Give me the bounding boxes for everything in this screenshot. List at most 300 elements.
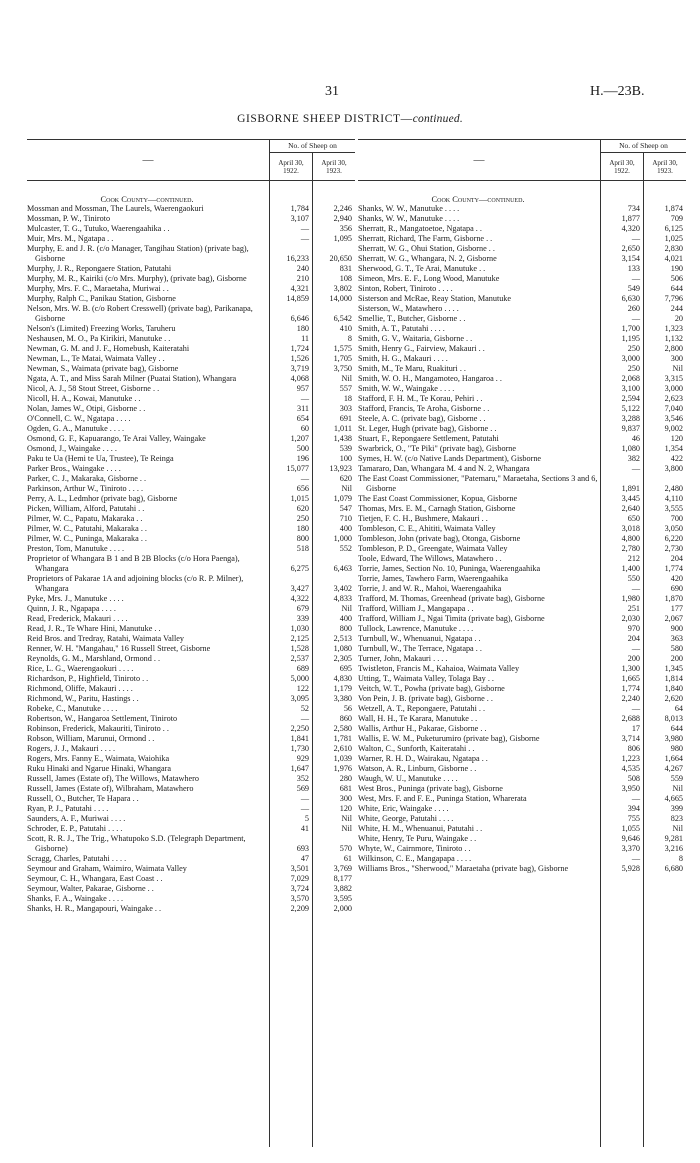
sheep-1922: 1,030 — [290, 624, 309, 633]
table-row — [358, 624, 686, 634]
owner-name: Perry, A. L., Ledmhor (private bag), Gisborne — [27, 494, 178, 503]
owner-name: Pilmer, W. C., Papatu, Makaraka . . — [27, 514, 143, 523]
owner-name: Walton, C., Sunforth, Kaiteratahi . . — [358, 744, 475, 753]
sheep-1923: 6,463 — [333, 564, 352, 573]
sheep-1922: 210 — [296, 274, 309, 283]
table-row — [358, 824, 686, 834]
table-row — [358, 354, 686, 364]
sheep-1923: 20 — [674, 314, 683, 323]
owner-name: Toole, Edward, The Willows, Matawhero . . — [358, 554, 502, 563]
sheep-1922: 3,501 — [290, 864, 309, 873]
owner-name: Smellie, T., Butcher, Gisborne . . — [358, 314, 466, 323]
sheep-1922: 212 — [627, 554, 640, 563]
owner-name: Reynolds, G. M., Marshland, Ormond . . — [27, 654, 161, 663]
table-row — [358, 754, 686, 764]
table-row — [358, 744, 686, 754]
owner-name: Robson, William, Marunui, Ormond . . — [27, 734, 155, 743]
table-row — [27, 464, 355, 474]
sheep-1922: 3,107 — [290, 214, 309, 223]
sheep-1923: 691 — [339, 414, 352, 423]
owner-name: Russell, O., Butcher, Te Hapara . . — [27, 794, 139, 803]
sheep-1922: 1,195 — [621, 334, 640, 343]
sheep-1922: 2,650 — [621, 244, 640, 253]
sheep-1922: 260 — [627, 304, 640, 313]
table-row — [358, 844, 686, 854]
table-row — [358, 724, 686, 734]
table-row — [358, 304, 686, 314]
table-header — [358, 139, 686, 181]
sheep-1923: 7,040 — [664, 404, 683, 413]
sheep-1922: 1,724 — [290, 344, 309, 353]
table-row — [358, 664, 686, 674]
table-row — [358, 444, 686, 454]
table-row — [27, 684, 355, 694]
owner-name: Steele, A. C. (private bag), Gisborne . . — [358, 414, 486, 423]
table-row — [358, 704, 686, 714]
sheep-1922: 2,209 — [290, 904, 309, 913]
sheep-1922: 549 — [627, 284, 640, 293]
table-row — [358, 544, 686, 554]
owner-name: West, Mrs. F. and F. E., Puninga Station, Wharerata — [358, 794, 527, 803]
sheep-1922: 970 — [627, 624, 640, 633]
sheep-1922: 3,370 — [621, 844, 640, 853]
table-header — [27, 139, 355, 181]
sheep-1923: 300 — [670, 354, 683, 363]
sheep-1923: 399 — [670, 804, 683, 813]
sheep-1922: 1,526 — [290, 354, 309, 363]
sheep-1923: 2,830 — [664, 244, 683, 253]
table-row — [27, 214, 355, 224]
sheep-1923: 3,380 — [333, 694, 352, 703]
owner-name: Tombleson, John (private bag), Otonga, Gisborne — [358, 534, 521, 543]
sheep-1923: 2,000 — [333, 904, 352, 913]
sheep-1922: 1,300 — [621, 664, 640, 673]
sheep-1923: 3,402 — [333, 584, 352, 593]
sheep-1922: 1,055 — [621, 824, 640, 833]
sheep-1923: Nil — [341, 484, 352, 493]
table-row — [27, 764, 355, 774]
sheep-1922: 620 — [296, 504, 309, 513]
table-row — [358, 494, 686, 504]
sheep-1922: 500 — [296, 444, 309, 453]
owner-name: Cook County—continued. — [431, 194, 525, 204]
owner-name: Stafford, Francis, Te Aroha, Gisborne . . — [358, 404, 490, 413]
table-row — [27, 834, 355, 854]
page-title — [0, 113, 700, 125]
sheep-1922: 3,570 — [290, 894, 309, 903]
sheep-1923: 1,840 — [664, 684, 683, 693]
sheep-1923: 4,665 — [664, 794, 683, 803]
table-row — [358, 214, 686, 224]
sheep-1922: 1,774 — [621, 684, 640, 693]
table-row — [27, 294, 355, 304]
owner-name: Trafford, William J., Ngai Timita (private bag), Gisborne — [358, 614, 545, 623]
sheep-1922: 4,800 — [621, 534, 640, 543]
table-row — [358, 794, 686, 804]
sheep-1922: 650 — [627, 514, 640, 523]
sheep-1922: — — [631, 274, 640, 283]
owner-name: Ryan, P. J., Patutahi . . . . — [27, 804, 109, 813]
owner-name: Nelson, Mrs. W. B. (c/o Robert Cresswell) (private bag), Parikanapa, Gisborne — [27, 304, 253, 323]
sheep-1923: 3,750 — [333, 364, 352, 373]
sheep-1922: 250 — [627, 344, 640, 353]
owner-name: Sherratt, W. G., Whangara, N. 2, Gisborne — [358, 254, 497, 263]
owner-name: Waugh, W. U., Manutuke . . . . — [358, 774, 458, 783]
table-row — [27, 784, 355, 794]
county-heading — [27, 184, 355, 204]
owner-name: Wallis, E. W. M., Puketurumiro (private bag), Gisborne — [358, 734, 540, 743]
table-row — [358, 764, 686, 774]
table-row — [27, 374, 355, 384]
owner-name: Watson, A. R., Linburn, Gisborne . . — [358, 764, 477, 773]
sheep-1922: 1,080 — [621, 444, 640, 453]
owner-name: Read, Frederick, Makauri . . . . — [27, 614, 128, 623]
sheep-1923: 570 — [339, 844, 352, 853]
sheep-1923: 14,000 — [329, 294, 352, 303]
owner-name: Richardson, P., Highfield, Tiniroto . . — [27, 674, 149, 683]
owner-name: West Bros., Puninga (private bag), Gisborne — [358, 784, 503, 793]
table-row — [27, 204, 355, 214]
sheep-1922: 4,321 — [290, 284, 309, 293]
sheep-1922: 1,207 — [290, 434, 309, 443]
sheep-1922: 656 — [296, 484, 309, 493]
sheep-1923: 506 — [670, 274, 683, 283]
table-row — [358, 404, 686, 414]
table-row — [358, 574, 686, 584]
owner-name: Robinson, Frederick, Makauriti, Tiniroto . . — [27, 724, 169, 733]
sheep-1922: 9,837 — [621, 424, 640, 433]
sheep-1923: 557 — [339, 384, 352, 393]
table-row — [27, 424, 355, 434]
sheep-1922: 339 — [296, 614, 309, 623]
owner-name: Sherratt, R., Mangatoetoe, Ngatapa . . — [358, 224, 482, 233]
sheep-1923: 1,874 — [664, 204, 683, 213]
owner-name: Read, J. R., Te Whare Hini, Manutuke . . — [27, 624, 161, 633]
owner-name: Proprietor of Whangara B 1 and B 2B Blocks (c/o Hora Paenga), Whangara — [27, 554, 240, 573]
table-row — [27, 404, 355, 414]
owner-name: Seymour, C. H., Whangara, East Coast . . — [27, 874, 163, 883]
sheep-1923: 3,546 — [664, 414, 683, 423]
sheep-1923: 710 — [339, 514, 352, 523]
table-row — [27, 754, 355, 764]
sheep-1923: 2,623 — [664, 394, 683, 403]
county-heading — [358, 184, 686, 204]
table-row — [358, 654, 686, 664]
sheep-1923: 644 — [670, 724, 683, 733]
sheep-1923: 1,438 — [333, 434, 352, 443]
sheep-1923: 200 — [670, 654, 683, 663]
owner-name: Mossman and Mossman, The Laurels, Waerengaokuri — [27, 204, 204, 213]
owner-name: Richmond, W., Paritu, Hastings . . — [27, 694, 139, 703]
sheep-1923: 2,730 — [664, 544, 683, 553]
table-row — [27, 504, 355, 514]
sheep-1923: Nil — [672, 824, 683, 833]
sheep-1922: 518 — [296, 544, 309, 553]
sheep-1922: 14,859 — [286, 294, 309, 303]
sheep-1922: 2,125 — [290, 634, 309, 643]
sheep-1923: 800 — [339, 624, 352, 633]
table-row — [27, 884, 355, 894]
sheep-1922: 122 — [296, 684, 309, 693]
owner-name: Stuart, F., Repongaere Settlement, Patutahi — [358, 434, 499, 443]
sheep-1922: 16,233 — [286, 254, 309, 263]
table-row — [358, 674, 686, 684]
owner-name: Rogers, J. J., Makauri . . . . — [27, 744, 116, 753]
table-row — [358, 274, 686, 284]
sheep-1923: 18 — [343, 394, 352, 403]
table-row — [27, 304, 355, 324]
sheep-1922: 17 — [631, 724, 640, 733]
sheep-1923: 2,067 — [664, 614, 683, 623]
owner-name: Cook County—continued. — [100, 194, 194, 204]
table-row — [27, 744, 355, 754]
owner-name: Renner, W. H. "Mangahau," 16 Russell Street, Gisborne — [27, 644, 211, 653]
sheep-1923: 2,513 — [333, 634, 352, 643]
table-row — [358, 504, 686, 514]
sheep-1923: Nil — [341, 824, 352, 833]
owner-name: Saunders, A. F., Muriwai . . . . — [27, 814, 126, 823]
table-row — [358, 264, 686, 274]
table-row — [27, 854, 355, 864]
owner-name: Sisterson and McRae, Reay Station, Manutuke — [358, 294, 512, 303]
table-row — [27, 394, 355, 404]
table-row — [358, 234, 686, 244]
owner-name: Smith, A. T., Patutahi . . . . — [358, 324, 445, 333]
owner-name: Williams Bros., "Sherwood," Maraetaha (private bag), Gisborne — [358, 864, 569, 873]
sheep-1923: 1,976 — [333, 764, 352, 773]
group-label: No. of Sheep on — [270, 140, 355, 153]
table-row — [27, 724, 355, 734]
sheep-1923: 3,802 — [333, 284, 352, 293]
sheep-1922: 800 — [296, 534, 309, 543]
table-row — [27, 574, 355, 594]
table-row — [358, 804, 686, 814]
sheep-1923: 2,480 — [664, 484, 683, 493]
owner-name: White, Henry, Te Puru, Waingake . . — [358, 834, 477, 843]
owner-name: Nolan, James W., Otipi, Gisborne . . — [27, 404, 146, 413]
owner-name: Schroder, E. P., Patutahi . . . . — [27, 824, 123, 833]
left-rows — [27, 184, 355, 1147]
sheep-1922: 204 — [627, 634, 640, 643]
sheep-1923: 61 — [343, 854, 352, 863]
sheep-1923: 280 — [339, 774, 352, 783]
sheep-1923: 120 — [339, 804, 352, 813]
right-column — [358, 139, 686, 1147]
table-row — [358, 834, 686, 844]
sheep-1923: 1,354 — [664, 444, 683, 453]
table-row — [27, 604, 355, 614]
table-row — [27, 594, 355, 604]
owner-name: Scott, R. R. J., The Trig., Whatupoko S.D. (Telegraph Department, Gisborne) — [27, 834, 246, 853]
table-row — [27, 414, 355, 424]
sheep-1922: 1,665 — [621, 674, 640, 683]
table-row — [27, 894, 355, 904]
table-row — [27, 444, 355, 454]
owner-name: St. Leger, Hugh (private bag), Gisborne . . — [358, 424, 497, 433]
table-row — [358, 454, 686, 464]
sheep-1922: 4,535 — [621, 764, 640, 773]
sheep-1923: 300 — [339, 794, 352, 803]
table-row — [27, 384, 355, 394]
sheep-1923: Nil — [341, 814, 352, 823]
col-1923-header: April 30, 1923. — [312, 153, 355, 180]
sheep-1923: 2,246 — [333, 204, 352, 213]
sheep-1923: 363 — [670, 634, 683, 643]
sheep-1922: 6,630 — [621, 294, 640, 303]
owner-name: Tietjen, F. C. H., Bushmere, Makauri . . — [358, 514, 488, 523]
table-row — [358, 374, 686, 384]
sheep-1923: 177 — [670, 604, 683, 613]
owner-name: Ruku Hinaki and Ngarue Hinaki, Whangara — [27, 764, 171, 773]
table-row — [27, 354, 355, 364]
owner-name: Simeon, Mrs. E. F., Long Wood, Manutuke — [358, 274, 500, 283]
owner-name: O'Connell, C. W., Ngatapa . . . . — [27, 414, 131, 423]
sheep-1922: 693 — [296, 844, 309, 853]
table-row — [27, 544, 355, 554]
group-label: No. of Sheep on — [601, 140, 686, 153]
table-row — [27, 654, 355, 664]
owner-name: Smith, Henry G., Fairview, Makauri . . — [358, 344, 485, 353]
sheep-1923: 559 — [670, 774, 683, 783]
owner-name: Sherratt, Richard, The Farm, Gisborne . . — [358, 234, 493, 243]
sheep-count-header — [600, 140, 686, 180]
sheep-1923: 539 — [339, 444, 352, 453]
table-row — [358, 224, 686, 234]
owner-name: Osmond, G. F., Kapuarango, Te Arai Valley, Waingake — [27, 434, 206, 443]
sheep-1923: 244 — [670, 304, 683, 313]
sheep-1922: 3,288 — [621, 414, 640, 423]
table-row — [358, 464, 686, 474]
sheep-1922: — — [300, 234, 309, 243]
table-row — [358, 644, 686, 654]
sheep-1923: 980 — [670, 744, 683, 753]
owner-name: Trafford, M. Thomas, Greenhead (private bag), Gisborne — [358, 594, 545, 603]
sheep-1923: 1,025 — [664, 234, 683, 243]
owner-name: Veitch, W. T., Powha (private bag), Gisborne — [358, 684, 505, 693]
table-row — [358, 734, 686, 744]
name-column-header: — — [142, 154, 154, 166]
sheep-1923: Nil — [341, 374, 352, 383]
sheep-1922: 3,719 — [290, 364, 309, 373]
sheep-1923: 1,179 — [333, 684, 352, 693]
sheep-1923: 1,575 — [333, 344, 352, 353]
sheep-1922: 6,646 — [290, 314, 309, 323]
owner-name: Twistleton, Francis M., Kahaioa, Waimata Valley — [358, 664, 520, 673]
sheep-1922: 1,647 — [290, 764, 309, 773]
sheep-1922: 3,000 — [621, 354, 640, 363]
table-row — [27, 804, 355, 814]
table-row — [27, 904, 355, 914]
owner-name: Parkinson, Arthur W., Tiniroto . . . . — [27, 484, 144, 493]
sheep-1922: 41 — [300, 824, 309, 833]
sheep-1923: 1,781 — [333, 734, 352, 743]
sheep-1923: 2,580 — [333, 724, 352, 733]
table-row — [27, 274, 355, 284]
table-row — [27, 494, 355, 504]
owner-name: Rice, L. G., Waerengaokuri . . . . — [27, 664, 134, 673]
owner-name: Torrie, James, Tawhero Farm, Waerengaahika — [358, 574, 508, 583]
sheep-1923: 831 — [339, 264, 352, 273]
sheep-1922: 2,030 — [621, 614, 640, 623]
table-row — [358, 614, 686, 624]
owner-name: White, H. M., Whenuanui, Patutahi . . — [358, 824, 483, 833]
sheep-1923: 1,323 — [664, 324, 683, 333]
sheep-1923: 1,870 — [664, 594, 683, 603]
sheep-1923: 20,650 — [329, 254, 352, 263]
owner-name: Wetzell, A. T., Repongaere, Patutahi . . — [358, 704, 486, 713]
sheep-1922: 550 — [627, 574, 640, 583]
sheep-1923: 900 — [670, 624, 683, 633]
owner-name: Tullock, Lawrence, Manutuke . . . . — [358, 624, 474, 633]
table-row — [27, 484, 355, 494]
sheep-1923: 8,177 — [333, 874, 352, 883]
sheep-1922: 5,928 — [621, 864, 640, 873]
sheep-1922: — — [631, 644, 640, 653]
sheep-1922: 4,068 — [290, 374, 309, 383]
sheep-1922: 2,594 — [621, 394, 640, 403]
owner-name: Ogden, G. A., Manutuke . . . . — [27, 424, 125, 433]
owner-name: Osmond, J., Waingake . . . . — [27, 444, 117, 453]
sheep-1923: 3,800 — [664, 464, 683, 473]
owner-name: Seymour, Walter, Pakarae, Gisborne . . — [27, 884, 154, 893]
name-column-header: — — [473, 154, 485, 166]
owner-name: Smith, M., Te Maru, Ruakituri . . — [358, 364, 466, 373]
sheep-1922: 1,015 — [290, 494, 309, 503]
sheep-1922: 1,528 — [290, 644, 309, 653]
table-row — [358, 434, 686, 444]
sheep-1922: 6,275 — [290, 564, 309, 573]
sheep-1922: 3,154 — [621, 254, 640, 263]
owner-name: Smith, G. V., Waitaria, Gisborne . . — [358, 334, 473, 343]
col-1922-header: April 30, 1922. — [609, 159, 635, 175]
table-row — [358, 524, 686, 534]
sheep-1923: 8 — [347, 334, 352, 343]
sheep-1923: 1,345 — [664, 664, 683, 673]
owner-name: The East Coast Commissioner, Kopua, Gisborne — [358, 494, 518, 503]
table-row — [358, 314, 686, 324]
table-row — [27, 634, 355, 644]
owner-name: Seymour and Graham, Waimiro, Waimata Valley — [27, 864, 187, 873]
owner-name: Neshausen, M. O., Pa Kirikiri, Manutuke . . — [27, 334, 171, 343]
sheep-1923: 2,940 — [333, 214, 352, 223]
owner-name: Picken, William, Alford, Patutahi . . — [27, 504, 145, 513]
sheep-1922: 1,400 — [621, 564, 640, 573]
sheep-1923: 1,000 — [333, 534, 352, 543]
sheep-1923: 823 — [670, 814, 683, 823]
owner-name: Tombleson, P. D., Greengate, Waimata Valley — [358, 544, 508, 553]
owner-name: Pilmer, W. C., Patutahi, Makaraka . . — [27, 524, 147, 533]
title-text: GISBORNE SHEEP DISTRICT— — [237, 113, 413, 125]
table-row — [27, 454, 355, 464]
table-row — [27, 474, 355, 484]
table-row — [358, 514, 686, 524]
sheep-1922: — — [631, 794, 640, 803]
sheep-1923: 6,220 — [664, 534, 683, 543]
table-row — [358, 474, 686, 494]
title-continued: continued. — [412, 113, 463, 125]
sheep-1923: 3,216 — [664, 844, 683, 853]
sheep-1923: 9,002 — [664, 424, 683, 433]
sheep-1923: 8,013 — [664, 714, 683, 723]
sheep-1922: 508 — [627, 774, 640, 783]
sheep-1922: — — [631, 584, 640, 593]
sheep-1923: 13,923 — [329, 464, 352, 473]
sheep-1922: — — [300, 804, 309, 813]
sheep-1923: 56 — [343, 704, 352, 713]
owner-name: Torrie, James, Section No. 10, Puninga, Waerengaahika — [358, 564, 541, 573]
owner-name: Turner, John, Makauri . . . . — [358, 654, 448, 663]
sheep-1922: — — [300, 794, 309, 803]
